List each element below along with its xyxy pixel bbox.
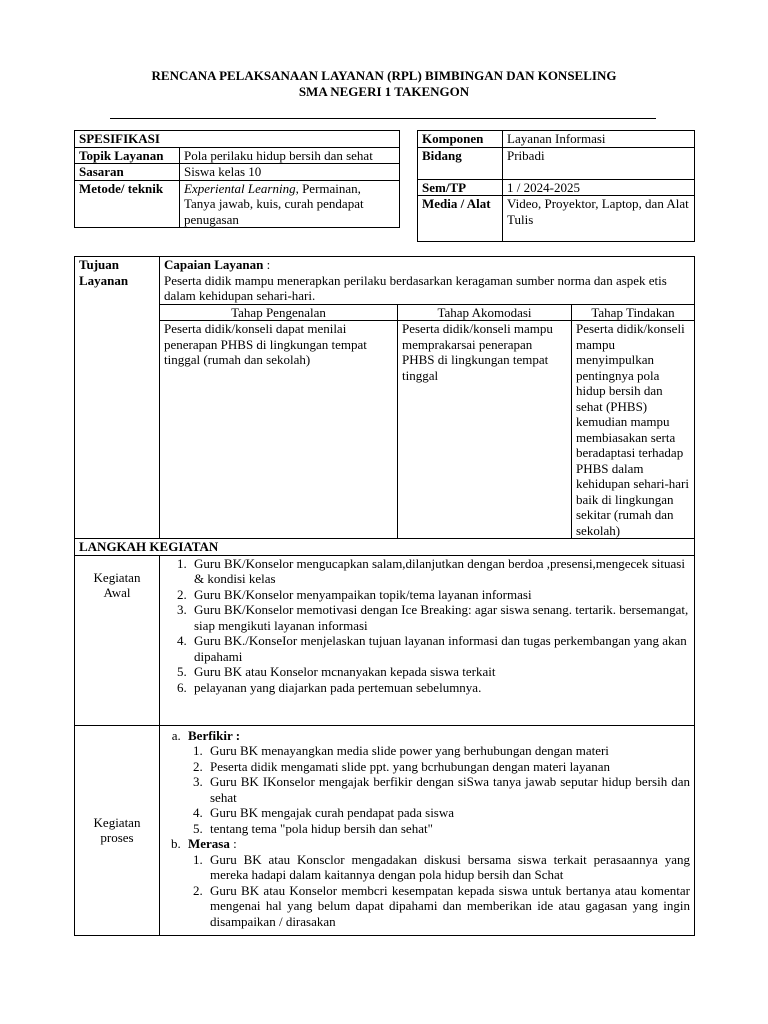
capaian-label: Capaian Layanan bbox=[164, 257, 264, 272]
merasa-section bbox=[184, 836, 690, 929]
tahap-tindakan-header: Tahap Tindakan bbox=[572, 304, 695, 321]
berfikir-label: Berfikir : bbox=[188, 727, 241, 743]
berfikir-list bbox=[188, 743, 690, 836]
list-item: 3. Guru BK IKonselor mengajak berfikir dengan siSwa tanya jawab seputar hidup bersih dan sehat bbox=[206, 774, 690, 805]
komponen-label: Komponen bbox=[418, 131, 503, 148]
semtp-label: Sem/TP bbox=[418, 179, 503, 196]
media-label: Media / Alat bbox=[418, 196, 503, 242]
document-title bbox=[0, 68, 768, 100]
metode-value bbox=[180, 180, 400, 228]
metode-value-italic: Experiental Learning bbox=[184, 180, 296, 196]
topik-value: Pola perilaku hidup bersih dan sehat bbox=[180, 147, 400, 164]
spesifikasi-heading: SPESIFIKASI bbox=[75, 131, 400, 148]
tahap-akomodasi-value: Peserta didik/konseli mampu memprakarsai penerapan PHBS di lingkungan tempat tinggal bbox=[398, 321, 572, 539]
komponen-table bbox=[417, 130, 695, 242]
list-item: 2. Guru BK/Konselor menyampaikan topik/tema layanan informasi bbox=[190, 587, 690, 603]
metode-value-rest: , Permainan, Tanya jawab, kuis, curah pendapat penugasan bbox=[184, 180, 364, 227]
list-item: 3. Guru BK/Konselor memotivasi dengan Ice Breaking: agar siswa senang. tertarik. bersemangat, siap mengikuti layanan informasi bbox=[190, 602, 690, 633]
main-table bbox=[74, 256, 695, 936]
sasaran-label: Sasaran bbox=[75, 164, 180, 181]
langkah-heading: LANGKAH KEGIATAN bbox=[75, 539, 695, 556]
list-item: 1. Guru BK/Konselor mengucapkan salam,dilanjutkan dengan berdoa ,presensi,mengecek situasi & kondisi kelas bbox=[190, 556, 690, 587]
kegiatan-awal-content bbox=[160, 555, 695, 725]
media-value: Video, Proyektor, Laptop, dan Alat Tulis bbox=[503, 196, 695, 242]
tahap-table bbox=[160, 304, 694, 539]
bidang-value: Pribadi bbox=[503, 147, 695, 179]
tahap-tindakan-value: Peserta didik/konseli mampu menyimpulkan pentingnya pola hidup bersih dan sehat (PHBS) kemudian mampu membiasakan serta beradaptasi terhadap PHBS dalam kehidupan sehari-hari baik di lingkungan sekitar (rumah dan sekolah) bbox=[572, 321, 695, 539]
spesifikasi-table bbox=[74, 130, 400, 228]
berfikir-section bbox=[184, 728, 690, 837]
list-item: 6. pelayanan yang diajarkan pada pertemuan sebelumnya. bbox=[190, 680, 690, 696]
tujuan-content bbox=[160, 257, 695, 539]
kegiatan-proses-content bbox=[160, 725, 695, 936]
list-item: 2. Guru BK atau Konselor membcri kesempatan kepada siswa untuk bertanya atau komentar mengenai hal yang belum dapat dipahami dan memberikan ide atau gagasan yang ingin disampaikan / dirasakan bbox=[206, 883, 690, 930]
topik-label: Topik Layanan bbox=[75, 147, 180, 164]
capaian-text: Peserta didik mampu menerapkan perilaku berdasarkan keragaman sumber norma dan aspek etis dalam kehidupan sehari-hari. bbox=[164, 272, 667, 303]
capaian-suffix: : bbox=[263, 257, 271, 272]
list-item: 5. tentang tema "pola hidup bersih dan sehat" bbox=[206, 821, 690, 837]
title-line-2: SMA NEGERI 1 TAKENGON bbox=[298, 84, 470, 99]
list-item: 1. Guru BK atau Konsclor mengadakan diskusi bersama siswa terkait perasaannya yang mereka hadapi dalam kaitannya dengan pola hidup bersih dan Schat bbox=[206, 852, 690, 883]
tahap-pengenalan-value: Peserta didik/konseli dapat menilai penerapan PHBS di lingkungan tempat tinggal (rumah dan sekolah) bbox=[164, 321, 367, 367]
komponen-value: Layanan Informasi bbox=[503, 131, 695, 148]
list-item: 2. Peserta didik mengamati slide ppt. yang bcrhubungan dengan materi layanan bbox=[206, 759, 690, 775]
kegiatan-proses-list bbox=[164, 728, 690, 930]
semtp-value: 1 / 2024-2025 bbox=[503, 179, 695, 196]
tahap-akomodasi-header: Tahap Akomodasi bbox=[398, 304, 572, 321]
kegiatan-awal-label: Kegiatan Awal bbox=[75, 555, 160, 725]
title-line-1: RENCANA PELAKSANAAN LAYANAN (RPL) BIMBINGAN DAN KONSELING bbox=[151, 68, 617, 83]
merasa-suffix: : bbox=[229, 836, 237, 851]
list-item: 4. Guru BK./KonseIor menjelaskan tujuan layanan informasi dan tugas perkembangan yang akan dipahami bbox=[190, 633, 690, 664]
list-item: 5. Guru BK atau Konselor mcnanyakan kepada siswa terkait bbox=[190, 664, 690, 680]
sasaran-value: Siswa kelas 10 bbox=[180, 164, 400, 181]
merasa-label: Merasa bbox=[188, 836, 230, 851]
merasa-list bbox=[188, 852, 690, 930]
metode-label: Metode/ teknik bbox=[75, 180, 180, 228]
list-item: 1. Guru BK menayangkan media slide power yang berhubungan dengan materi bbox=[206, 743, 690, 759]
title-divider bbox=[110, 118, 656, 119]
tujuan-label: Tujuan Layanan bbox=[75, 257, 160, 539]
kegiatan-proses-label: Kegiatan proses bbox=[75, 725, 160, 936]
kegiatan-awal-list bbox=[164, 556, 690, 696]
bidang-label: Bidang bbox=[418, 147, 503, 179]
list-item: 4. Guru BK mengajak curah pendapat pada siswa bbox=[206, 805, 690, 821]
tahap-pengenalan-header: Tahap Pengenalan bbox=[160, 304, 398, 321]
